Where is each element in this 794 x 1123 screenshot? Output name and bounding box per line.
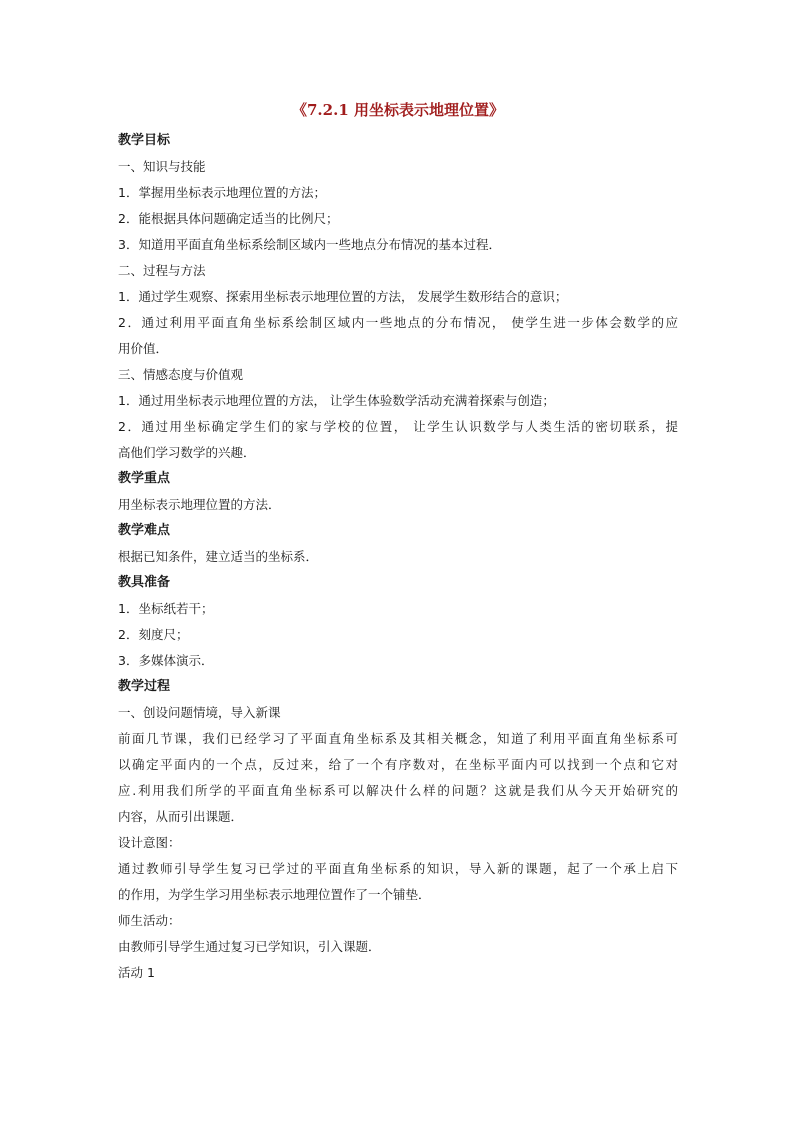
document-title: 《7.2.1 用坐标表示地理位置》 <box>292 101 504 119</box>
text-line: 2．通过用坐标确定学生们的家与学校的位置， 让学生认识数学与人类生活的密切联系，提 <box>118 419 678 434</box>
text-line: 2．通过利用平面直角坐标系绘制区域内一些地点的分布情况， 使学生进一步体会数学的应 <box>118 315 678 330</box>
text-line: 2．刻度尺； <box>118 627 189 642</box>
text-line: 由教师引导学生通过复习已学知识，引入课题． <box>118 939 381 954</box>
text-line: 1．坐标纸若干； <box>118 601 214 616</box>
text-line: 高他们学习数学的兴趣． <box>118 445 256 460</box>
label-teacher-student-activity: 师生活动： <box>118 913 181 928</box>
text-line: 用价值． <box>118 341 169 356</box>
text-line: 前面几节课，我们已经学习了平面直角坐标系及其相关概念，知道了利用平面直角坐标系可 <box>118 731 678 746</box>
label-design-intent: 设计意图： <box>118 835 181 850</box>
text-line: 1．通过用坐标表示地理位置的方法， 让学生体验数学活动充满着探索与创造； <box>118 393 555 408</box>
text-line: 1．通过学生观察、探索用坐标表示地理位置的方法， 发展学生数形结合的意识； <box>118 289 568 304</box>
text-line: 1．掌握用坐标表示地理位置的方法； <box>118 185 326 200</box>
document-page <box>118 96 678 986</box>
text-line: 应.利用我们所学的平面直角坐标系可以解决什么样的问题？这就是我们从今天开始研究的 <box>118 783 678 798</box>
text-line: 2．能根据具体问题确定适当的比例尺； <box>118 211 339 226</box>
subheading-knowledge-skills: 一、知识与技能 <box>118 159 206 174</box>
label-activity-1: 活动 1 <box>118 965 155 980</box>
text-line: 以确定平面内的一个点，反过来，给了一个有序数对，在坐标平面内可以找到一个点和它对 <box>118 757 678 772</box>
subheading-process-method: 二、过程与方法 <box>118 263 206 278</box>
section-heading-process: 教学过程 <box>118 679 171 694</box>
section-heading-difficulties: 教学难点 <box>118 523 171 538</box>
text-line: 3．多媒体演示． <box>118 653 214 668</box>
section-heading-key-points: 教学重点 <box>118 471 171 486</box>
subheading-introduction: 一、创设问题情境，导入新课 <box>118 705 281 720</box>
section-heading-materials: 教具准备 <box>118 575 171 590</box>
subheading-attitude-values: 三、情感态度与价值观 <box>118 367 244 382</box>
text-line: 用坐标表示地理位置的方法． <box>118 497 281 512</box>
text-line: 内容，从而引出课题． <box>118 809 244 824</box>
text-line: 的作用，为学生学习用坐标表示地理位置作了一个铺垫． <box>118 887 431 902</box>
text-line: 通过教师引导学生复习已学过的平面直角坐标系的知识，导入新的课题，起了一个承上启下 <box>118 861 678 876</box>
section-heading-objectives: 教学目标 <box>118 133 171 148</box>
text-line: 3．知道用平面直角坐标系绘制区域内一些地点分布情况的基本过程． <box>118 237 501 252</box>
text-line: 根据已知条件，建立适当的坐标系． <box>118 549 319 564</box>
